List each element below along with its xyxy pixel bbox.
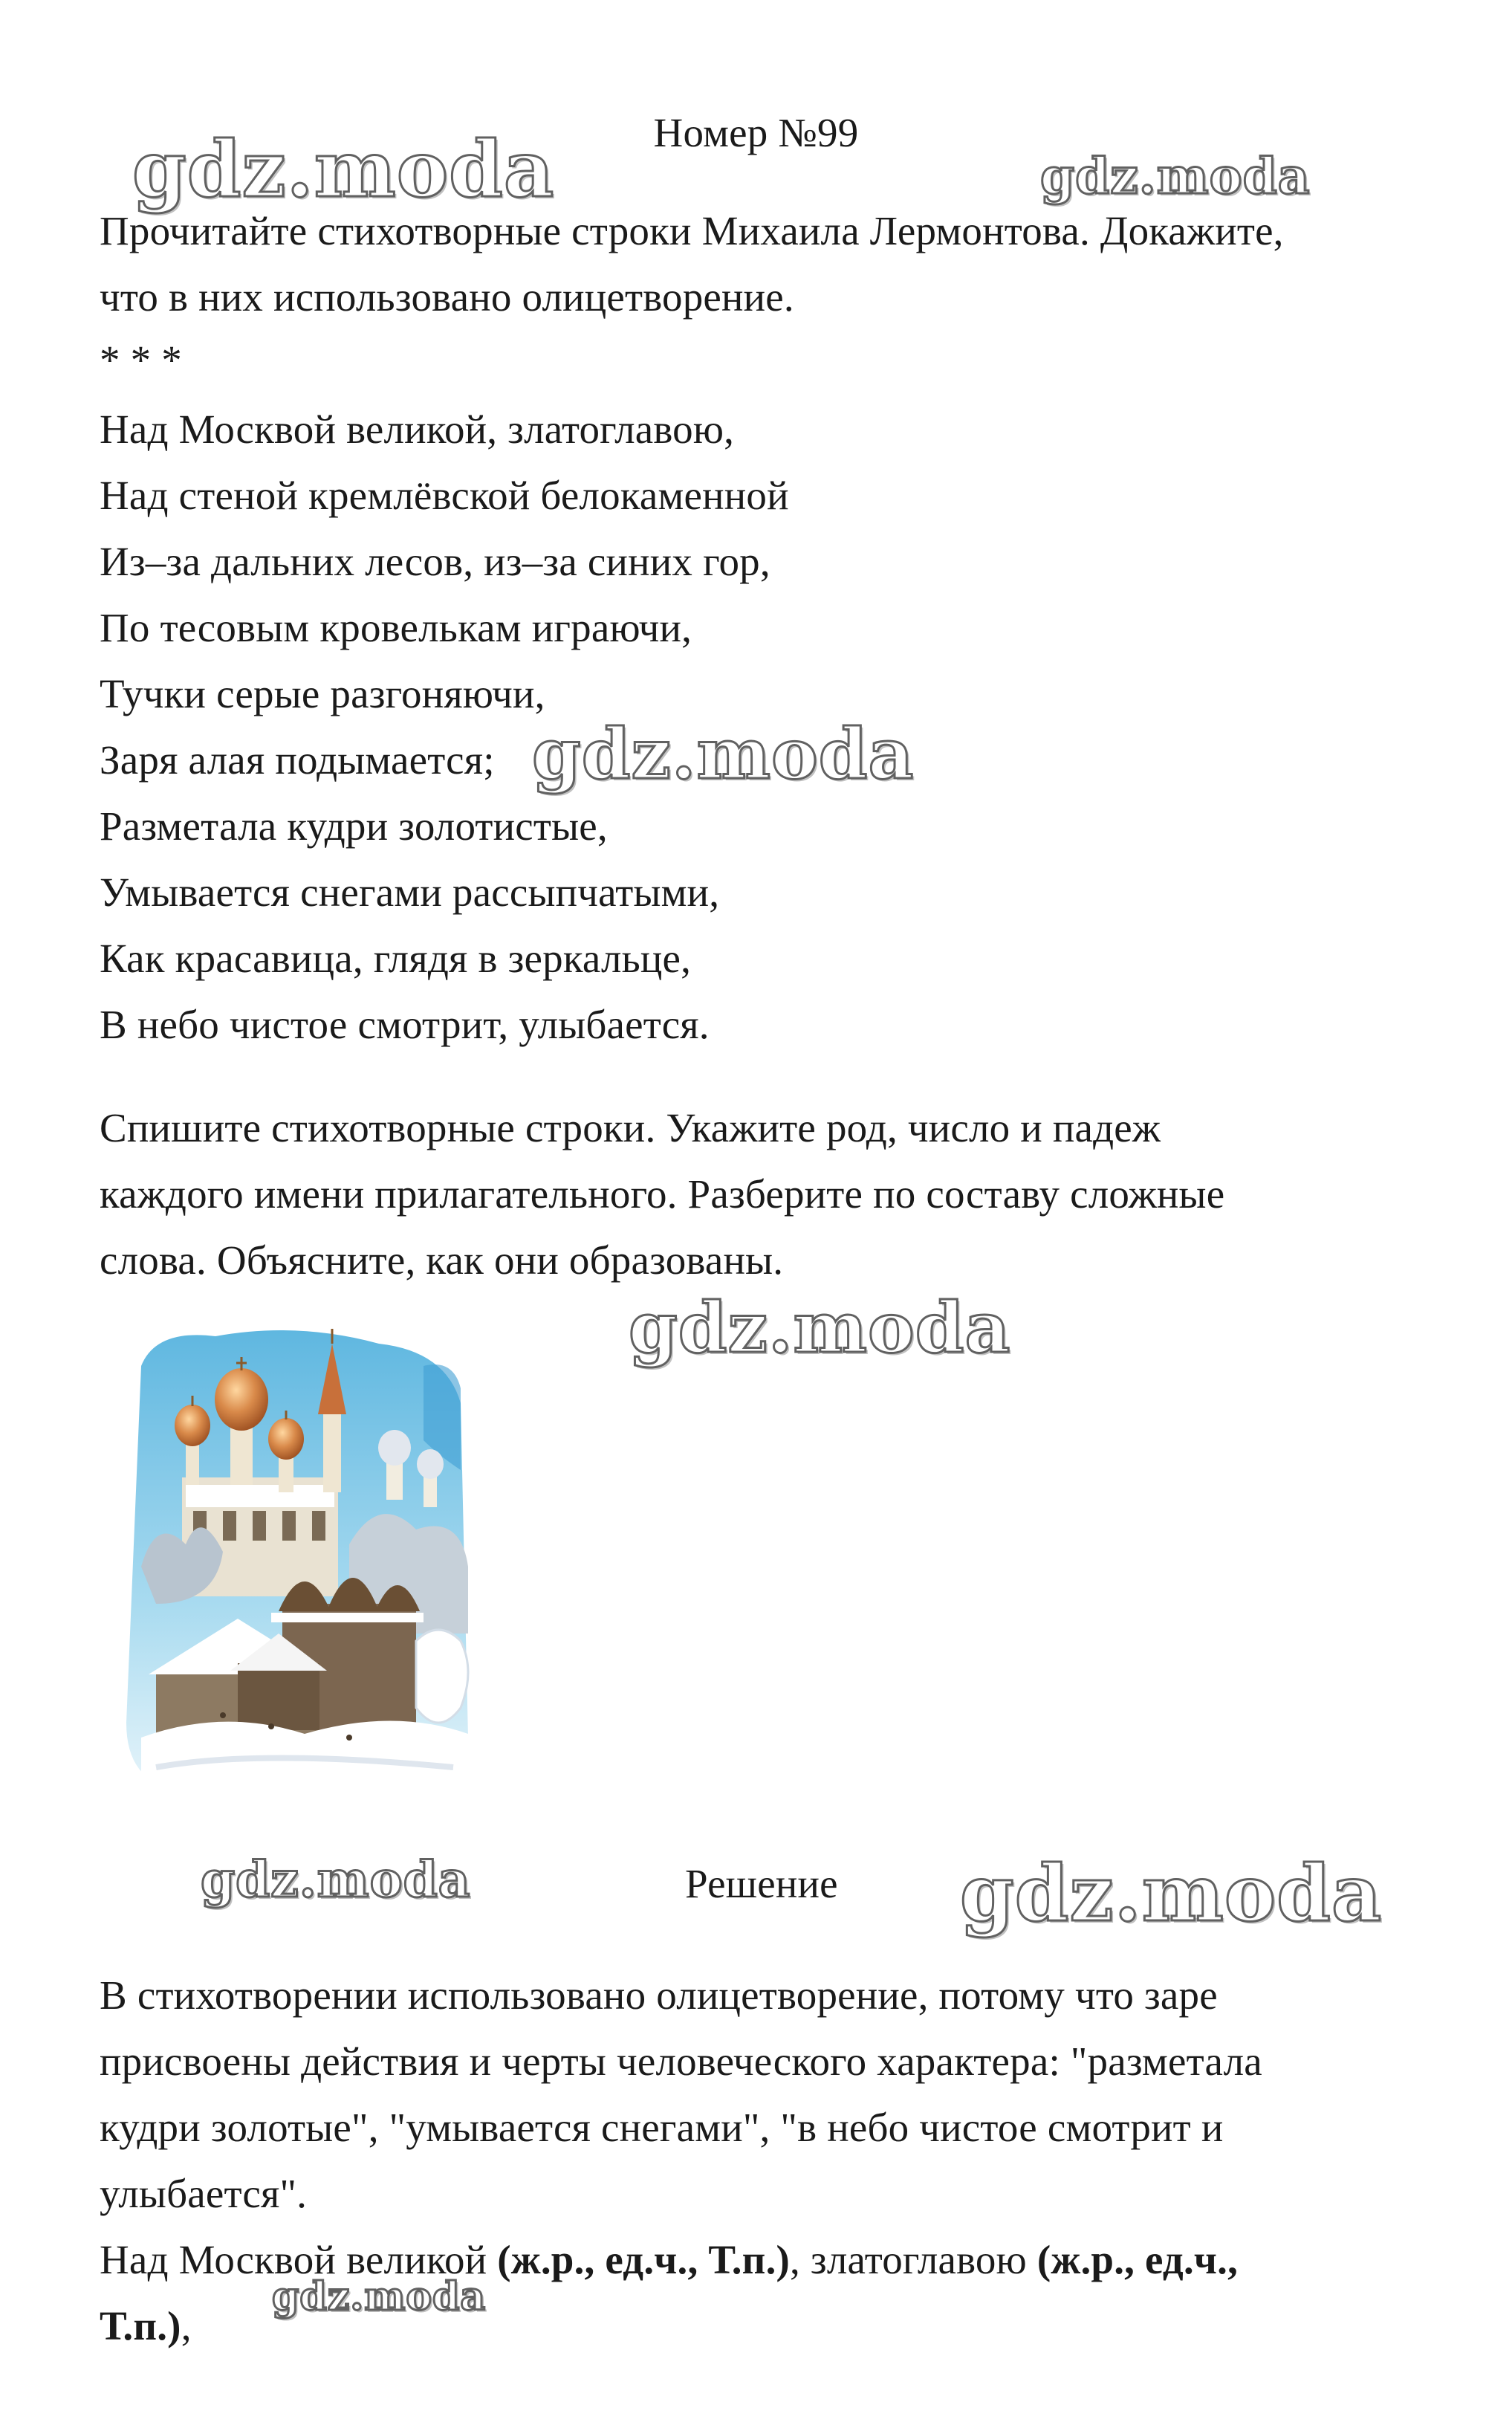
watermark-logo: gdz.moda <box>532 713 915 795</box>
poem-line: Над стеной кремлёвской белокаменной <box>100 473 789 518</box>
watermark-logo: gdz.moda <box>272 2274 487 2319</box>
winter-kremlin-illustration <box>111 1321 490 1804</box>
assignment-line: каждого имени прилагательного. Разберите по составу сложные <box>100 1171 1225 1217</box>
poem-line: Разметала кудри золотистые, <box>100 803 608 849</box>
solution-line: присвоены действия и черты человеческого характера: "разметала <box>100 2039 1262 2084</box>
watermark-logo: gdz.moda <box>960 1848 1383 1939</box>
solution-line: кудри золотые", "умывается снегами", "в небо чистое смотрит и <box>100 2105 1224 2150</box>
analysis-text: , златоглавою <box>790 2237 1037 2282</box>
analysis-grammar: (ж.р., ед.ч., <box>1036 2237 1239 2282</box>
poem-line: Заря алая подымается; <box>100 737 495 783</box>
assignment-line: Спишите стихотворные строки. Укажите род, число и падеж <box>100 1105 1161 1150</box>
watermark-logo: gdz.moda <box>1040 147 1311 205</box>
analysis-line <box>100 2227 1238 2293</box>
analysis-text: , <box>181 2303 192 2348</box>
assignment-line: слова. Объясните, как они образованы. <box>100 1237 784 1283</box>
poem-line: Из–за дальних лесов, из–за синих гор, <box>100 539 770 584</box>
analysis-line <box>100 2293 192 2359</box>
poem-line: Над Москвой великой, златоглавою, <box>100 407 735 452</box>
task-intro-line: что в них использовано олицетворение. <box>100 274 794 320</box>
watermark-logo: gdz.moda <box>629 1287 1011 1369</box>
page-title: Номер №99 <box>653 110 859 155</box>
solution-line: улыбается". <box>100 2171 308 2216</box>
poem-line: Как красавица, глядя в зеркальце, <box>100 936 692 981</box>
poem-line: Умывается снегами рассыпчатыми, <box>100 870 720 915</box>
poem-line: В небо чистое смотрит, улыбается. <box>100 1002 710 1047</box>
analysis-grammar: Т.п.) <box>100 2303 181 2348</box>
analysis-text: Над Москвой великой <box>100 2237 498 2282</box>
solution-line: В стихотворении использовано олицетворение, потому что заре <box>100 1972 1218 2018</box>
analysis-grammar: (ж.р., ед.ч., Т.п.) <box>497 2237 791 2282</box>
solution-heading: Решение <box>685 1861 838 1906</box>
watermark-logo: gdz.moda <box>201 1851 471 1908</box>
watermark-logo: gdz.moda <box>132 123 555 215</box>
poem-separator: * * * <box>100 337 182 383</box>
task-intro-line: Прочитайте стихотворные строки Михаила Лермонтова. Докажите, <box>100 208 1284 253</box>
poem-line: По тесовым кровелькам играючи, <box>100 605 692 650</box>
poem-line: Тучки серые разгоняючи, <box>100 671 545 716</box>
